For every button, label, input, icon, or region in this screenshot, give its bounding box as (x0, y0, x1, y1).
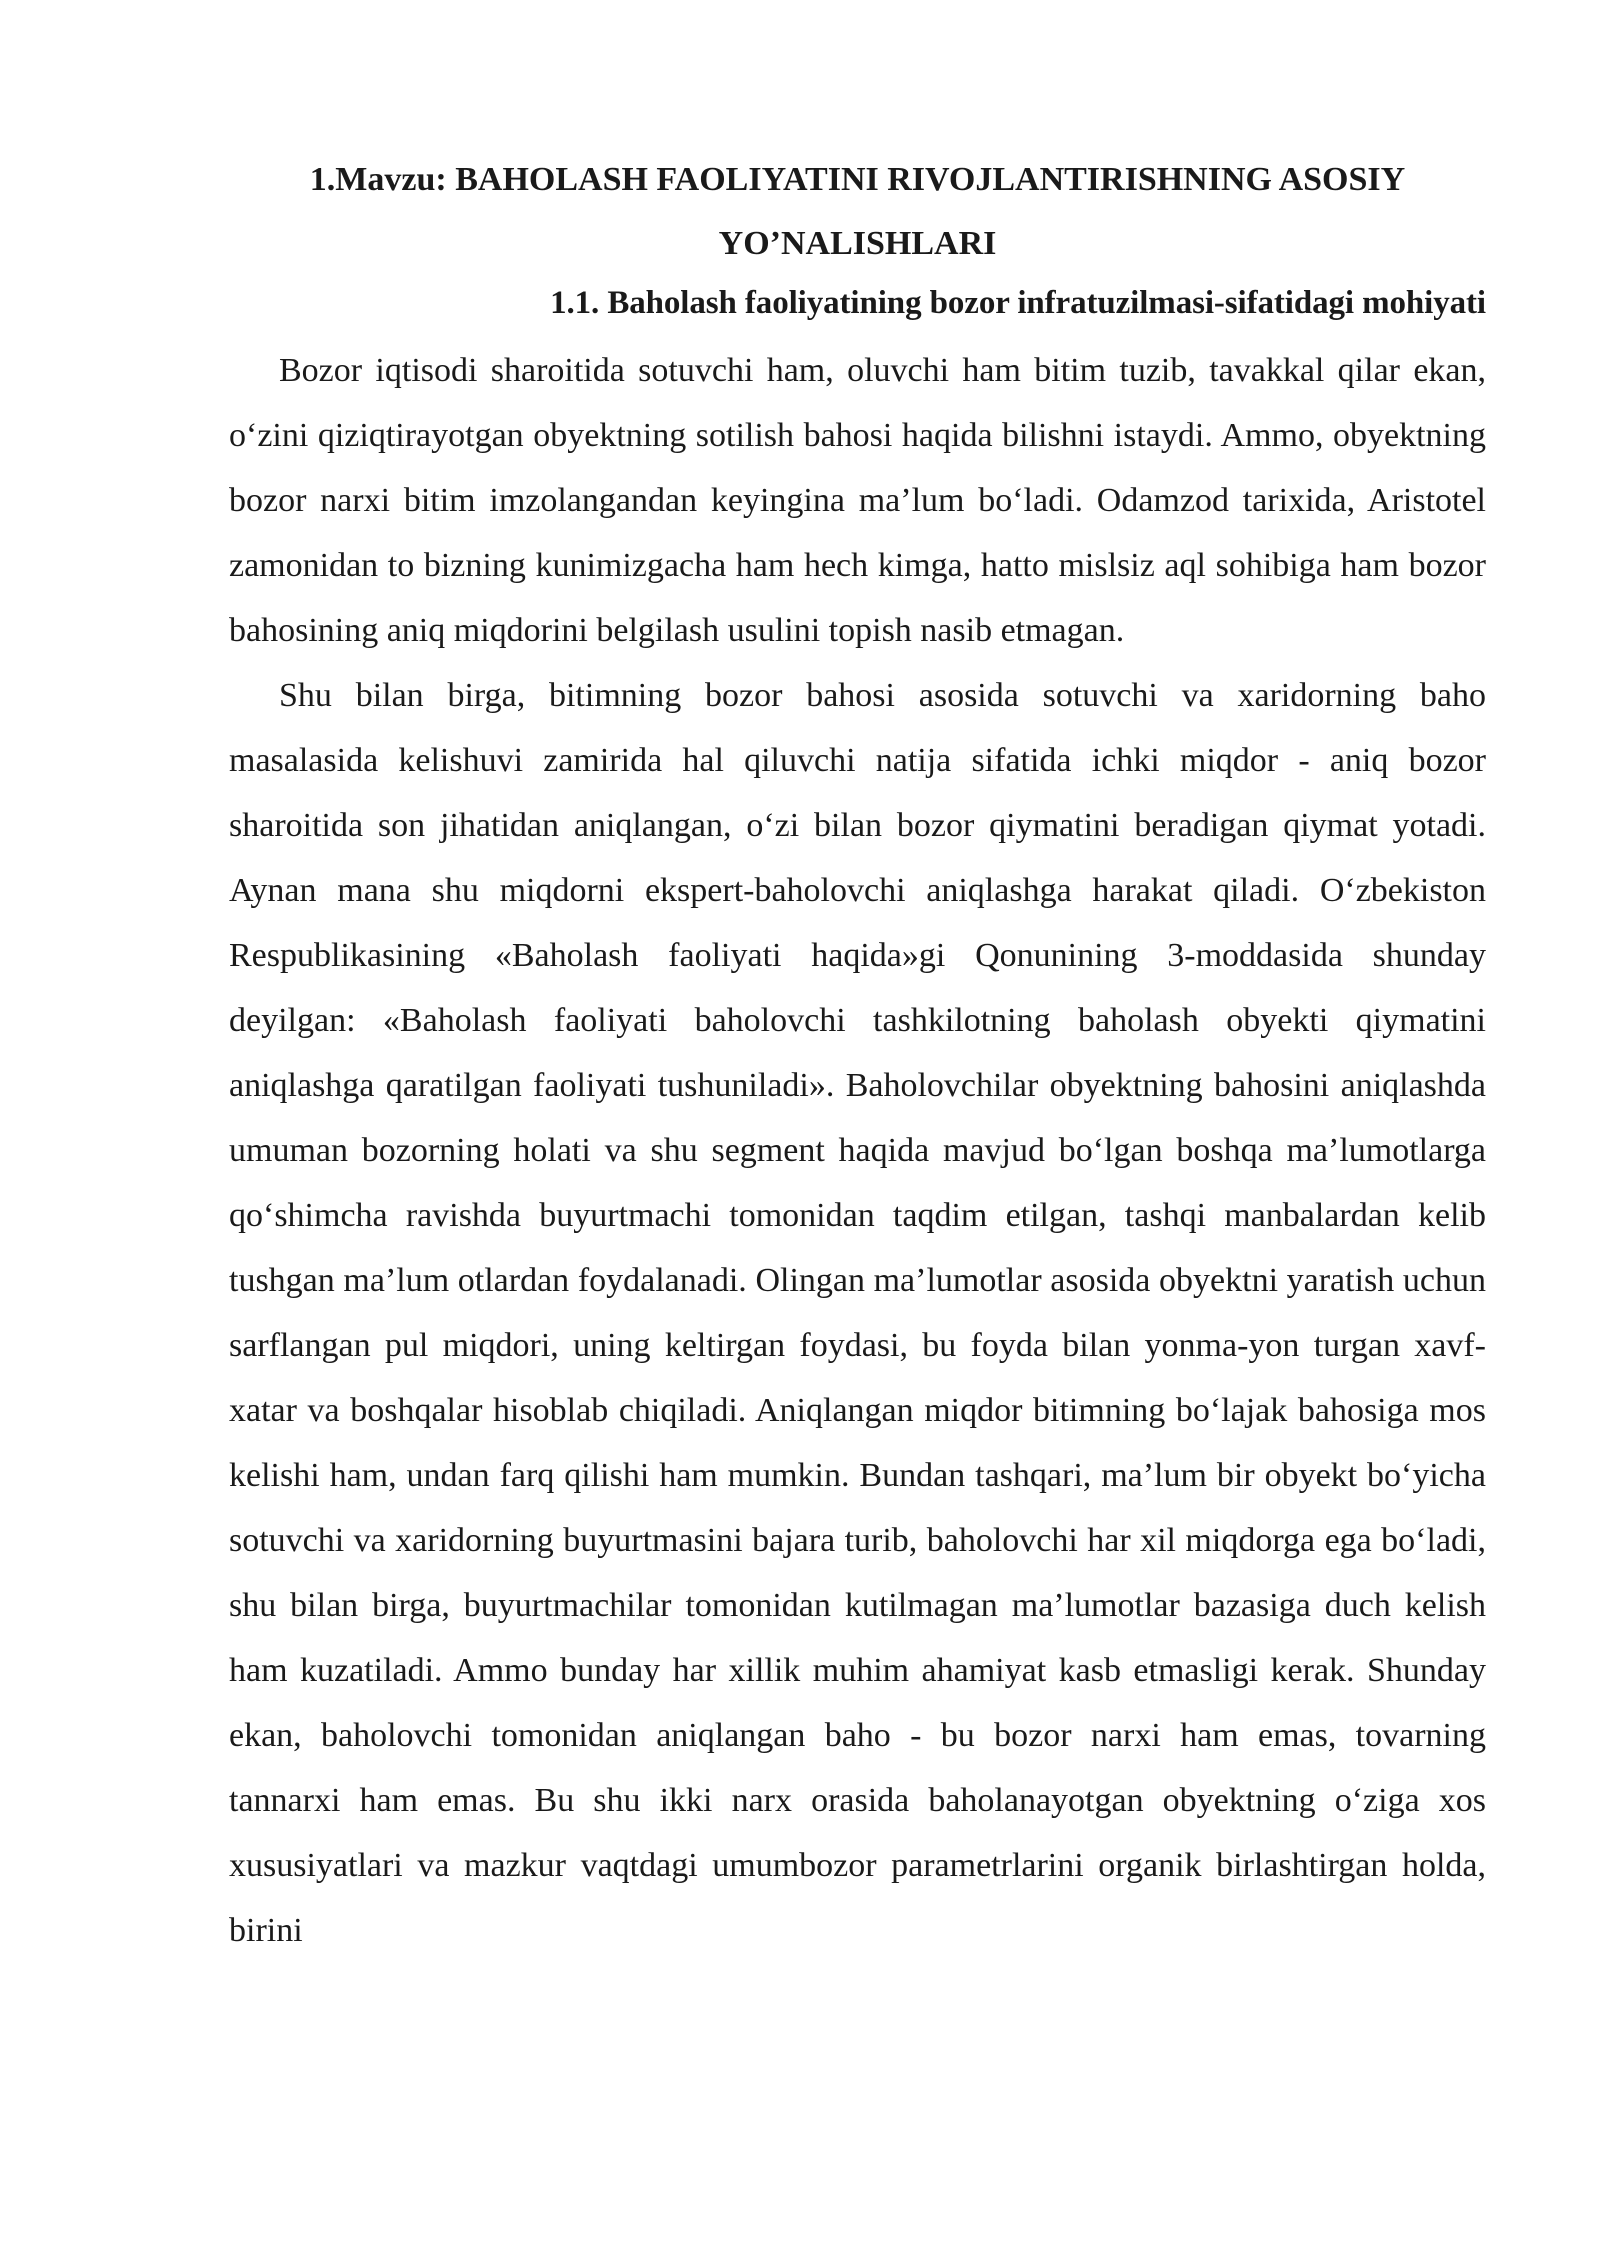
section-subtitle: 1.1. Baholash faoliyatining bozor infratuzilmasi-sifatidagi mohiyati (550, 285, 1486, 321)
title-line-1: 1.Mavzu: BAHOLASH FAOLIYATINI RIVOJLANTIRISHNING ASOSIY (309, 161, 1406, 198)
paragraph-1: Bozor iqtisodi sharoitida sotuvchi ham, oluvchi ham bitim tuzib, tavakkal qilar ekan, o‘zini qiziqtirayotgan obyektning sotilish bahosi haqida bilishni istaydi. Ammo, obyektning bozor narxi bitim imzolangandan keyingina ma’lum bo‘ladi. Odamzod tarixida, Aristotel zamonidan to bizning kunimizgacha ham hech kimga, hatto mislsiz aql sohibiga ham bozor bahosining aniq miqdorini belgilash usulini topish nasib etmagan. (229, 352, 1486, 649)
document-page (229, 148, 1486, 1963)
paragraph-2: Shu bilan birga, bitimning bozor bahosi asosida sotuvchi va xaridorning baho masalasida kelishuvi zamirida hal qiluvchi natija sifatida ichki miqdor - aniq bozor sharoitida son jihatidan aniqlangan, o‘zi bilan bozor qiymatini beradigan qiymat yotadi. Aynan mana shu miqdorni ekspert-baholovchi aniqlashga harakat qiladi. O‘zbekiston Respublikasining «Baholash faoliyati haqida»gi Qonunining 3-moddasida shunday deyilgan: «Baholash faoliyati baholovchi tashkilotning baholash obyekti qiymatini aniqlashga qaratilgan faoliyati tushuniladi». Baholovchilar obyektning bahosini aniqlashda umuman bozorning holati va shu segment haqida mavjud bo‘lgan boshqa ma’lumotlarga qo‘shimcha ravishda buyurtmachi tomonidan taqdim etilgan, tashqi manbalardan kelib tushgan ma’lum otlardan foydalanadi. Olingan ma’lumotlar asosida obyektni yaratish uchun sarflangan pul miqdori, uning keltirgan foydasi, bu foyda bilan yonma-yon turgan xavf-xatar va boshqalar hisoblab chiqiladi. Aniqlangan miqdor bitimning bo‘lajak bahosiga mos kelishi ham, undan farq qilishi ham mumkin. Bundan tashqari, ma’lum bir obyekt bo‘yicha sotuvchi va xaridorning buyurtmasini bajara turib, baholovchi har xil miqdorga ega bo‘ladi, shu bilan birga, buyurtmachilar tomonidan kutilmagan ma’lumotlar bazasiga duch kelish ham kuzatiladi. Ammo bunday har xillik muhim ahamiyat kasb etmasligi kerak. Shunday ekan, baholovchi tomonidan aniqlangan baho - bu bozor narxi ham emas, tovarning tannarxi ham emas. Bu shu ikki narx orasida baholanayotgan obyektning o‘ziga xos xususiyatlari va mazkur vaqtdagi umumbozor parametrlarini organik birlashtirgan holda, birini (229, 677, 1486, 1949)
title-line-2: YO’NALISHLARI (718, 225, 997, 262)
document-title (229, 148, 1486, 276)
